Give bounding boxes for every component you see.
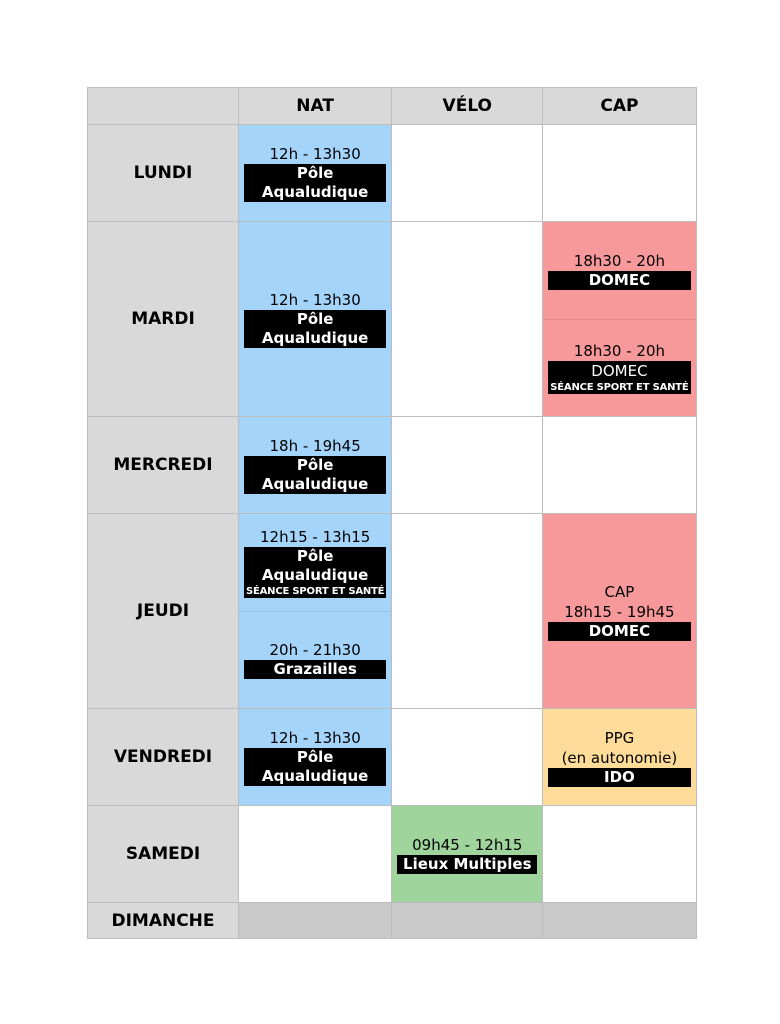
cell-mardi-cap (543, 222, 696, 417)
header-velo: VÉLO (392, 88, 543, 125)
session-note: SÉANCE SPORT ET SANTÉ (246, 585, 385, 597)
session-time: 12h15 - 13h15 (259, 527, 371, 546)
schedule-table (87, 87, 697, 939)
row-mercredi (88, 417, 697, 514)
header-cap: CAP (543, 88, 696, 125)
session-note: (en autonomie) (561, 748, 678, 767)
session-block (239, 611, 391, 709)
session-block (239, 514, 391, 611)
cell-mercredi-velo (392, 417, 543, 514)
session-sport: PPG (604, 728, 635, 747)
session-place: Pôle Aqualudique (244, 164, 386, 202)
row-samedi (88, 806, 697, 903)
row-mardi (88, 222, 697, 417)
session-place: DOMEC (548, 271, 690, 290)
session-place: IDO (548, 768, 690, 787)
session-time: 20h - 21h30 (269, 641, 361, 660)
day-dimanche: DIMANCHE (88, 903, 239, 939)
session-time: 12h - 13h30 (269, 145, 361, 163)
session-place: DOMEC (548, 622, 690, 641)
session-place: Pôle Aqualudique (244, 456, 386, 494)
cell-samedi-nat (239, 806, 392, 903)
row-lundi (88, 125, 697, 222)
session-note: SÉANCE SPORT ET SANTÉ (550, 382, 689, 394)
day-samedi: SAMEDI (88, 806, 239, 903)
row-jeudi (88, 514, 697, 709)
session-time: 12h - 13h30 (269, 291, 361, 309)
session-place: Pôle Aqualudique (244, 547, 386, 585)
session-place: Lieux Multiples (397, 855, 537, 874)
session-block (543, 222, 695, 319)
session-time: 18h30 - 20h (573, 251, 666, 270)
session-time: 09h45 - 12h15 (412, 835, 523, 854)
cell-samedi-velo (392, 806, 543, 903)
cell-mardi-nat (239, 222, 392, 417)
cell-mercredi-nat (239, 417, 392, 514)
header-corner (88, 88, 239, 125)
day-vendredi: VENDREDI (88, 709, 239, 806)
session-sport: CAP (604, 582, 635, 601)
cell-mardi-velo (392, 222, 543, 417)
cell-jeudi-cap (543, 514, 696, 709)
row-dimanche (88, 903, 697, 939)
day-lundi: LUNDI (88, 125, 239, 222)
cell-samedi-cap (543, 806, 696, 903)
day-jeudi: JEUDI (88, 514, 239, 709)
session-place: Grazailles (244, 660, 386, 679)
cell-lundi-nat (239, 125, 392, 222)
cell-lundi-velo (392, 125, 543, 222)
session-time: 12h - 13h30 (269, 729, 361, 747)
day-mercredi: MERCREDI (88, 417, 239, 514)
cell-dimanche-nat (239, 903, 392, 939)
cell-vendredi-velo (392, 709, 543, 806)
header-nat: NAT (239, 88, 392, 125)
session-place: Pôle Aqualudique (244, 310, 386, 348)
cell-mercredi-cap (543, 417, 696, 514)
session-place: DOMEC (591, 362, 648, 381)
cell-vendredi-cap (543, 709, 696, 806)
cell-lundi-cap (543, 125, 696, 222)
cell-dimanche-cap (543, 903, 696, 939)
session-time: 18h - 19h45 (269, 437, 361, 455)
cell-jeudi-velo (392, 514, 543, 709)
cell-dimanche-velo (392, 903, 543, 939)
header-row (88, 88, 697, 125)
cell-vendredi-nat (239, 709, 392, 806)
session-time: 18h15 - 19h45 (564, 602, 675, 621)
cell-jeudi-nat (239, 514, 392, 709)
row-vendredi (88, 709, 697, 806)
session-time: 18h30 - 20h (573, 342, 666, 361)
day-mardi: MARDI (88, 222, 239, 417)
session-block (543, 319, 695, 417)
session-place-box (548, 361, 690, 394)
session-place: Pôle Aqualudique (244, 748, 386, 786)
